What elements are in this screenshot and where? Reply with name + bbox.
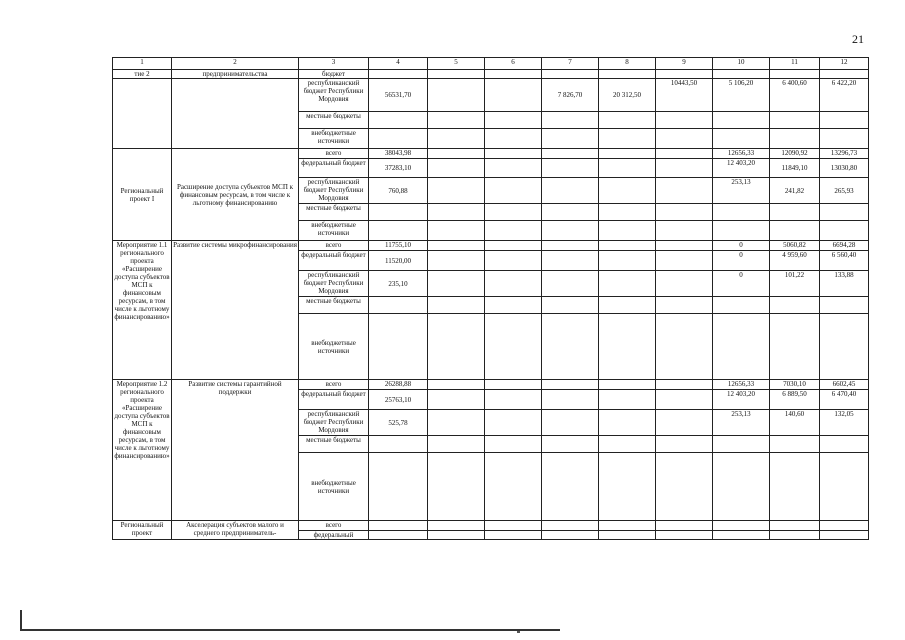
header-cell: 9 [656,58,713,70]
source-cell: республиканский бюджет Республики Мордовия [299,410,369,436]
budget-table [112,57,869,540]
value-cell: 101,22 [770,271,820,297]
description-cell: Развитие системы гарантийной поддержки [172,380,299,521]
source-cell: внебюджетные источники [299,453,369,521]
value-cell: 56531,70 [369,79,428,112]
value-cell: 0 [713,271,770,297]
source-cell: всего [299,149,369,159]
header-cell: 4 [369,58,428,70]
value-cell: 11755,10 [369,241,428,251]
scan-border-bottom [20,629,560,631]
source-cell: федеральный бюджет [299,390,369,410]
table-row [113,241,869,251]
source-cell: всего [299,241,369,251]
header-cell: 3 [299,58,369,70]
value-cell: 12 403,20 [713,390,770,410]
value-cell: 525,78 [369,410,428,436]
activity-cell: Мероприятие 1.1 регионального проекта «Расширение доступа субъектов МСП к финансовым ресурсам, в том числе к льготному финансированию» [113,241,172,380]
value-cell: 11520,00 [369,251,428,271]
scan-border-left [20,610,22,631]
source-cell: федеральный бюджет [299,159,369,178]
value-cell: 13030,80 [820,159,869,178]
source-cell: республиканский бюджет Республики Мордовия [299,271,369,297]
source-cell: федеральный бюджет [299,251,369,271]
value-cell: 26288,88 [369,380,428,390]
source-cell: республиканский бюджет Республики Мордовия [299,178,369,204]
activity-cell: Региональный проект I [113,149,172,241]
source-cell: всего [299,521,369,531]
source-cell: федеральный [299,531,369,540]
source-cell: внебюджетные источники [299,314,369,380]
value-cell: 760,88 [369,178,428,204]
table-row [113,521,869,531]
value-cell: 0 [713,251,770,271]
value-cell: 140,60 [770,410,820,436]
header-cell: 11 [770,58,820,70]
header-cell: 1 [113,58,172,70]
value-cell: 132,05 [820,410,869,436]
value-cell: 13296,73 [820,149,869,159]
value-cell: 6 470,40 [820,390,869,410]
header-cell: 7 [542,58,599,70]
header-cell: 12 [820,58,869,70]
scan-mark [517,631,520,633]
source-cell: местные бюджеты [299,436,369,453]
source-cell: бюджет [299,70,369,79]
source-cell: всего [299,380,369,390]
table-row [113,149,869,159]
value-cell: 253,13 [713,410,770,436]
value-cell: 12656,33 [713,149,770,159]
value-cell: 20 312,50 [599,79,656,112]
header-row [113,58,869,70]
value-cell: 7 826,70 [542,79,599,112]
value-cell: 5 106,20 [713,79,770,112]
value-cell: 265,93 [820,178,869,204]
value-cell: 5060,82 [770,241,820,251]
source-cell: внебюджетные источники [299,129,369,149]
header-cell: 10 [713,58,770,70]
value-cell: 241,82 [770,178,820,204]
value-cell: 6 560,40 [820,251,869,271]
source-cell: республиканский бюджет Республики Мордовия [299,79,369,112]
header-cell: 8 [599,58,656,70]
activity-cell: Мероприятие 1.2 регионального проекта «Расширение доступа субъектов МСП к финансовым ресурсам, в том числе к льготному финансированию» [113,380,172,521]
source-cell: местные бюджеты [299,297,369,314]
value-cell: 12090,92 [770,149,820,159]
value-cell: 38043,98 [369,149,428,159]
value-cell: 37283,10 [369,159,428,178]
value-cell: 0 [713,241,770,251]
source-cell: местные бюджеты [299,112,369,129]
description-cell: предпринимательства [172,70,299,79]
description-cell: Акселерация субъектов малого и среднего предприниматель- [172,521,299,540]
value-cell: 10443,50 [656,79,713,112]
page-number: 21 [852,32,864,46]
header-cell: 5 [428,58,485,70]
value-cell: 6 422,20 [820,79,869,112]
value-cell: 6694,28 [820,241,869,251]
value-cell: 6602,45 [820,380,869,390]
header-cell: 2 [172,58,299,70]
table-row [113,79,869,112]
value-cell: 6 400,60 [770,79,820,112]
value-cell: 235,10 [369,271,428,297]
description-cell: Развитие системы микрофинансирования [172,241,299,380]
activity-cell: тие 2 [113,70,172,79]
value-cell: 11849,10 [770,159,820,178]
value-cell: 4 959,60 [770,251,820,271]
table-row [113,70,869,79]
source-cell: внебюджетные источники [299,221,369,241]
table-row [113,380,869,390]
header-cell: 6 [485,58,542,70]
value-cell: 133,88 [820,271,869,297]
value-cell: 12 403,20 [713,159,770,178]
value-cell: 6 889,50 [770,390,820,410]
description-cell: Расширение доступа субъектов МСП к финансовым ресурсам, в том числе к льготному финансированию [172,149,299,241]
value-cell: 253,13 [713,178,770,204]
value-cell: 7030,10 [770,380,820,390]
activity-cell: Региональный проект [113,521,172,540]
value-cell: 25763,10 [369,390,428,410]
value-cell: 12656,33 [713,380,770,390]
source-cell: местные бюджеты [299,204,369,221]
